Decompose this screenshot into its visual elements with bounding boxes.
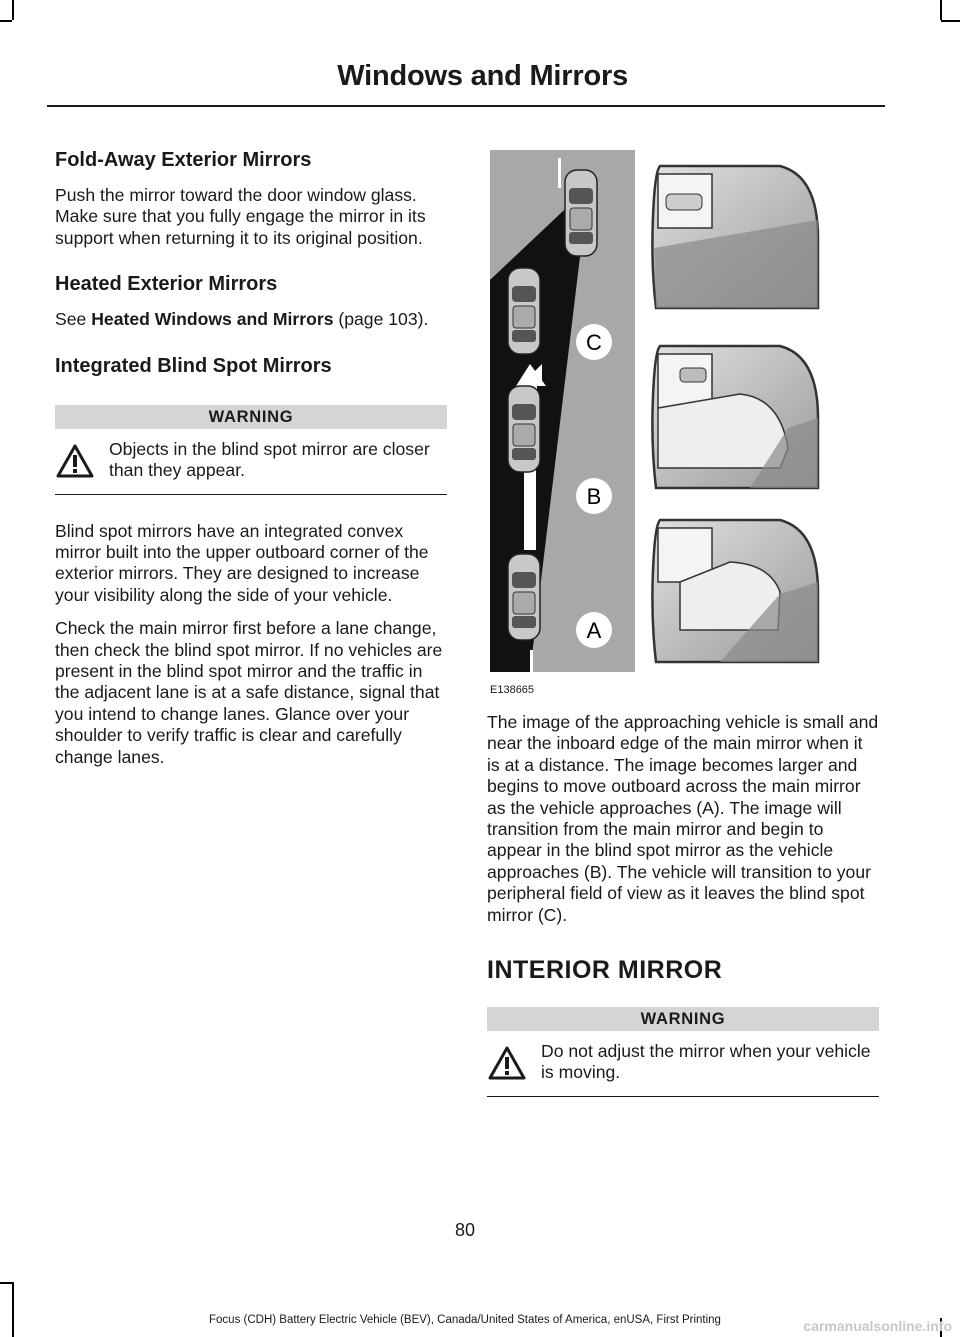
warning-box (55, 405, 447, 495)
blind-spot-illustration (490, 150, 878, 672)
warning-text: Objects in the blind spot mirror are closer than they appear. (109, 438, 430, 481)
svg-text:A: A (586, 618, 602, 643)
svg-text:B: B (586, 484, 602, 509)
label-b (576, 478, 612, 514)
warning-triangle-icon (487, 1045, 539, 1086)
crop-mark (940, 0, 942, 20)
page-title: Windows and Mirrors (337, 60, 628, 92)
fold-away-text: Push the mirror toward the door window glass. Make sure that you fully engage the mirror in its support when returning it to its original position. (55, 185, 426, 248)
crop-mark (941, 20, 960, 22)
page-reference: (page 103). (333, 309, 429, 330)
crop-mark (12, 0, 14, 20)
warning-label: WARNING (487, 1007, 879, 1031)
label-c (576, 324, 612, 360)
header-rule (47, 105, 885, 107)
heated-windows-link[interactable]: Heated Windows and Mirrors (91, 309, 334, 330)
fold-away-heading: Fold-Away Exterior Mirrors (55, 149, 312, 171)
crop-mark (12, 1282, 14, 1337)
heated-mirrors-heading: Heated Exterior Mirrors (55, 273, 278, 296)
blind-spot-para-2: Check the main mirror first before a lane change, then check the blind spot mirror. If no vehicles are present in the blind spot mirror and the traffic in the adjacent lane is at a safe distance, signal that you intend to change lanes. Glance over your shoulder to verify traffic is clear and carefully change lanes. (55, 618, 443, 767)
crop-mark (0, 1282, 12, 1284)
blind-spot-para-1: Blind spot mirrors have an integrated convex mirror built into the upper outboard corner of the exterior mirrors. They are designed to increase your visibility along the side of your vehicle. (55, 520, 429, 605)
warning-box (487, 1007, 879, 1097)
footer-text: Focus (CDH) Battery Electric Vehicle (BEV), Canada/United States of America, enUSA, First Printing (209, 1314, 721, 1326)
warning-triangle-icon (55, 443, 107, 484)
warning-text: Do not adjust the mirror when your vehicle is moving. (541, 1041, 871, 1083)
crop-mark (0, 20, 12, 22)
approaching-vehicle-text: The image of the approaching vehicle is small and near the inboard edge of the main mirror when it is at a distance. The image becomes larger and begins to move outboard across the main mirror as the vehicle approaches (A). The image will transition from the main mirror and begin to appear in the blind spot mirror as the vehicle approaches (B). The vehicle will transition to your peripheral field of view as it leaves the blind spot mirror (C). (487, 712, 879, 925)
warning-label: WARNING (55, 405, 447, 429)
interior-mirror-heading: INTERIOR MIRROR (487, 956, 723, 985)
page-number: 80 (454, 1220, 476, 1240)
heated-mirrors-text (55, 309, 447, 330)
blind-spot-heading: Integrated Blind Spot Mirrors (55, 354, 332, 377)
figure-code: E138665 (490, 684, 535, 696)
svg-text:C: C (586, 330, 602, 355)
warning-body (487, 1031, 879, 1097)
right-column (487, 712, 879, 1123)
watermark: carmanualsonline.info (803, 1318, 952, 1334)
mirror-a (652, 520, 818, 662)
mirror-b (652, 346, 818, 488)
label-a (576, 612, 612, 648)
mirror-c (643, 158, 828, 318)
left-column (55, 147, 447, 780)
warning-body (55, 429, 447, 495)
see-prefix: See (55, 309, 92, 330)
